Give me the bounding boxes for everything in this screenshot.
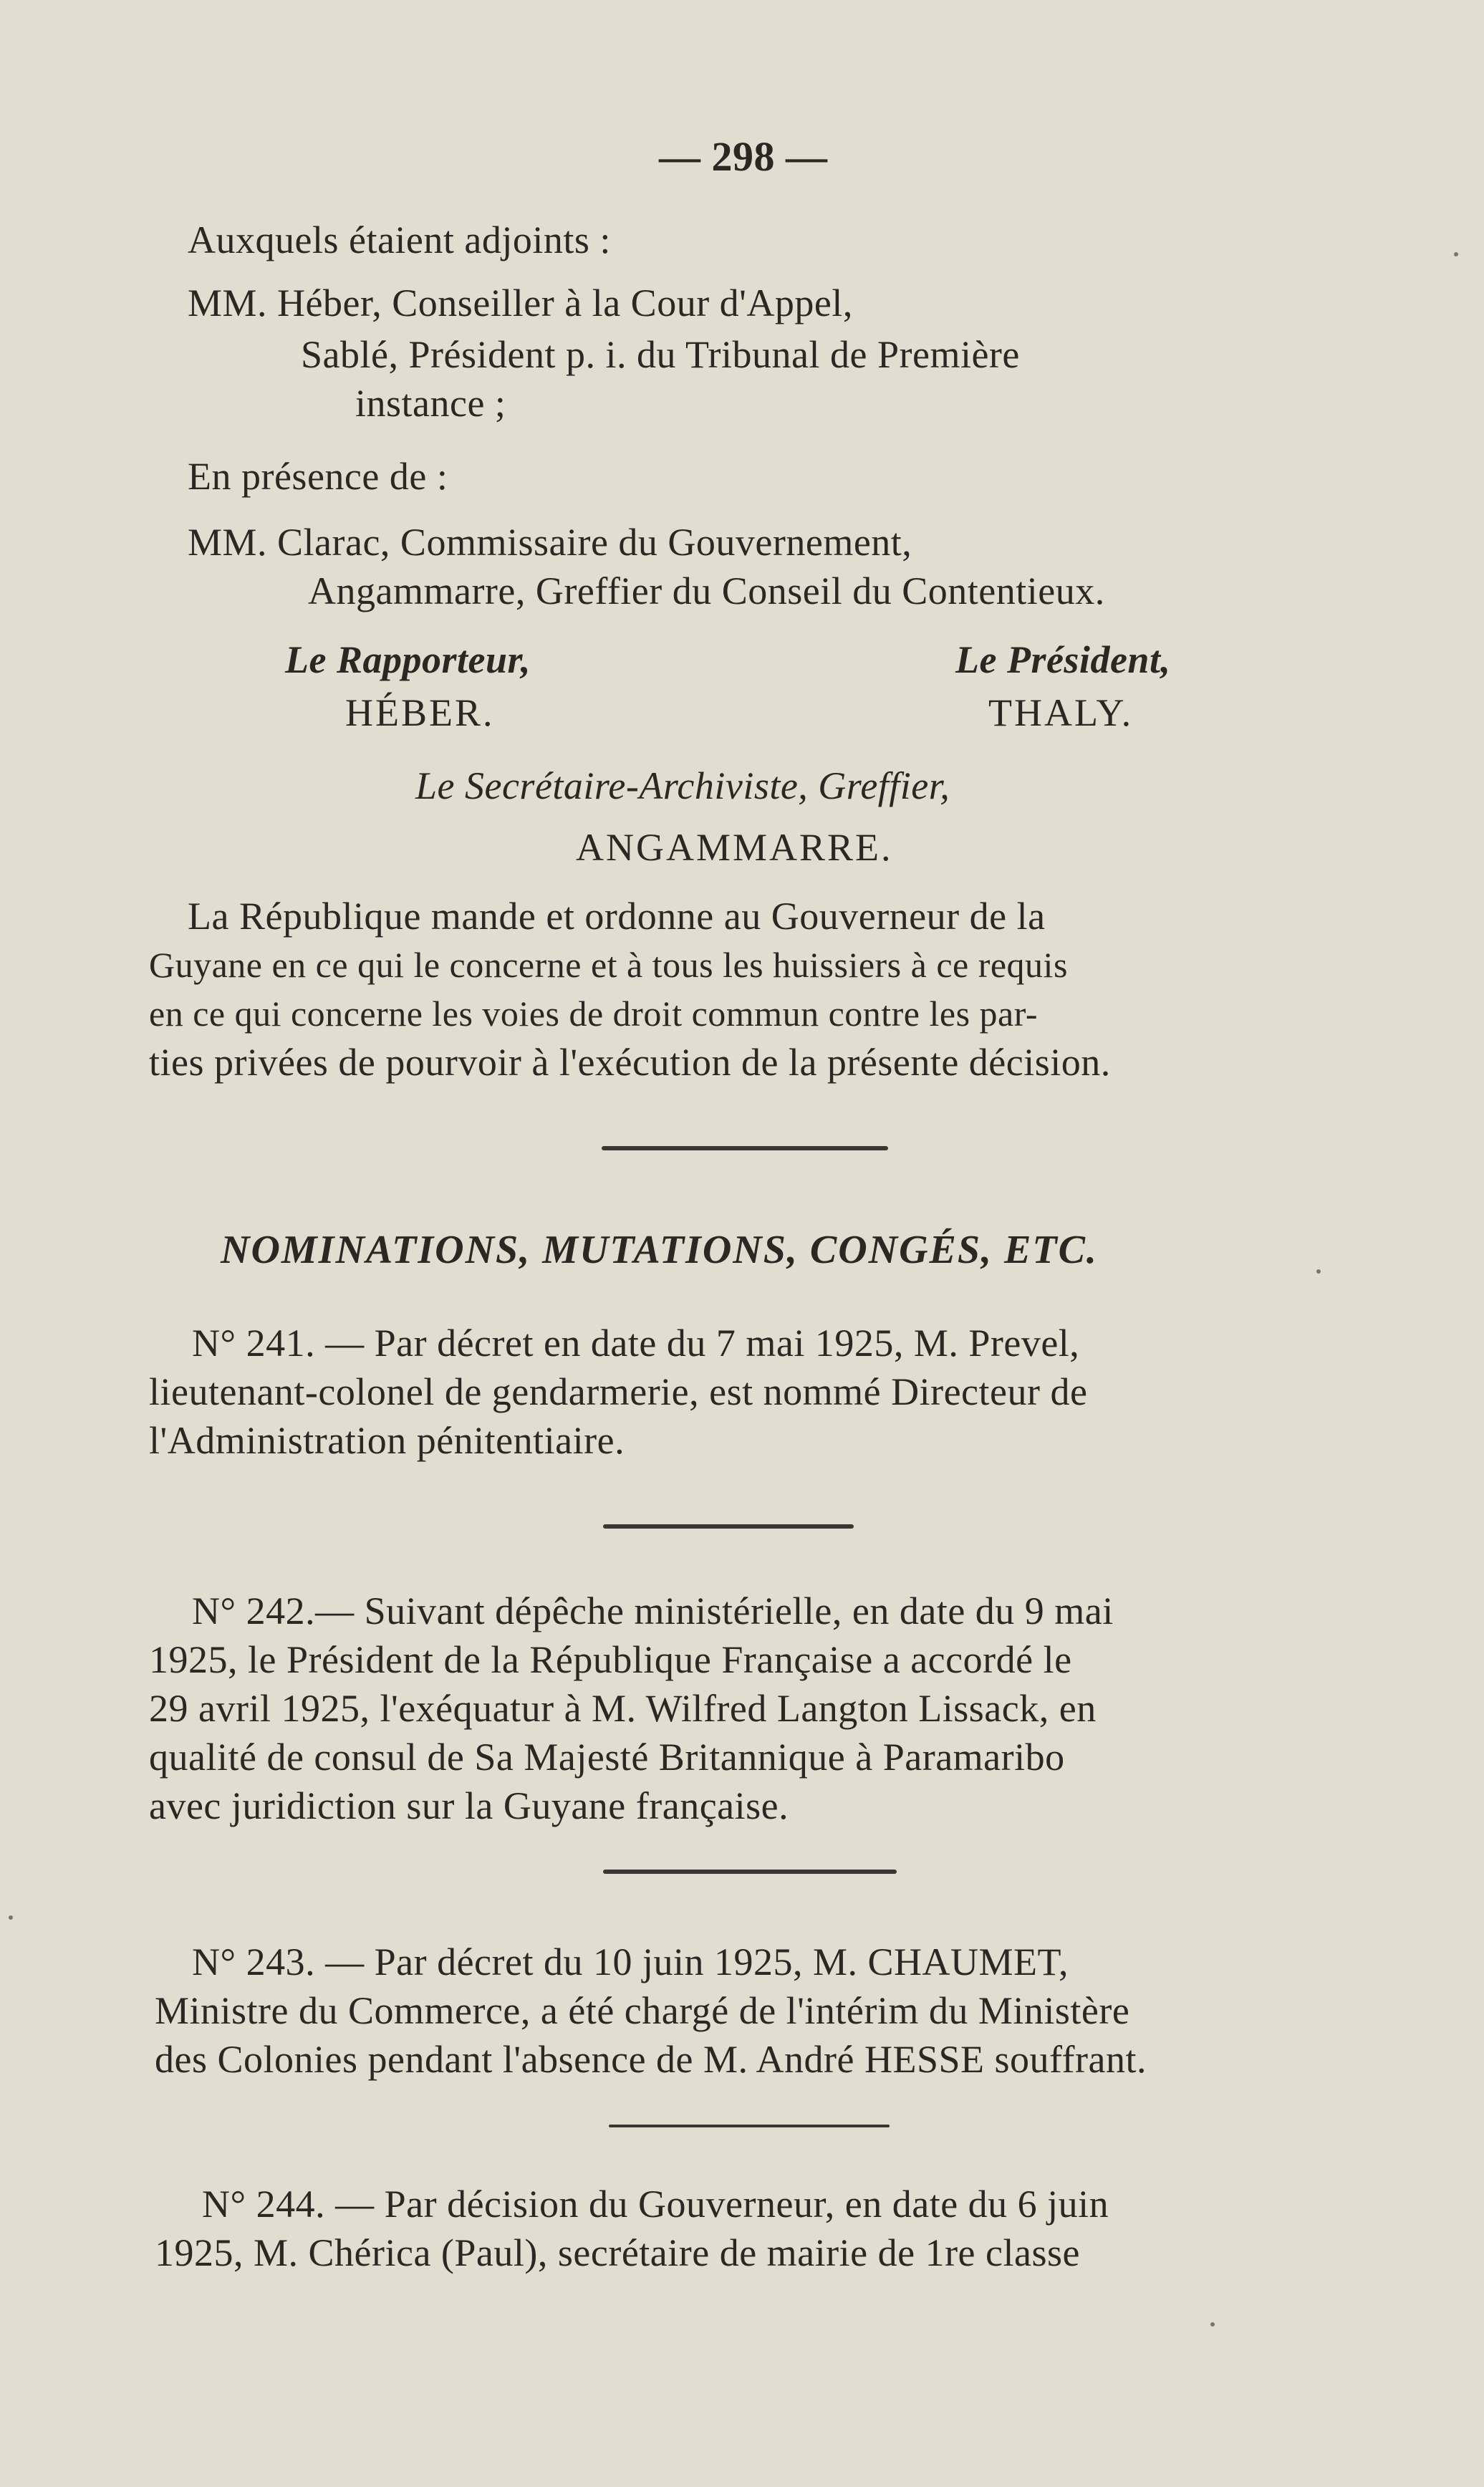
paper-speck — [1454, 252, 1458, 256]
presence-angammarre: Angammarre, Greffier du Conseil du Contentieux. — [308, 569, 1105, 612]
separator-rule — [603, 1870, 897, 1874]
entry-242-line-1: N° 242.— Suivant dépêche ministérielle, en date du 9 mai — [192, 1589, 1114, 1632]
entry-244-line-2: 1925, M. Chérica (Paul), secrétaire de mairie de 1re classe — [155, 2231, 1080, 2274]
secretaire-title: Le Secrétaire-Archiviste, Greffier, — [415, 764, 950, 807]
formule-line-4: ties privées de pourvoir à l'exécution de la présente décision. — [149, 1041, 1111, 1084]
entry-241-line-3: l'Administration pénitentiaire. — [149, 1419, 625, 1462]
paper-speck — [1210, 2322, 1215, 2327]
rapporteur-title: Le Rapporteur, — [285, 638, 531, 681]
formule-line-2: Guyane en ce qui le concerne et à tous les huissiers à ce requis — [149, 945, 1068, 985]
entry-241-line-1: N° 241. — Par décret en date du 7 mai 1925, M. Prevel, — [192, 1322, 1080, 1365]
presence-intro: En présence de : — [188, 455, 448, 498]
president-name: THALY. — [988, 691, 1134, 734]
adjoint-sable: Sablé, Président p. i. du Tribunal de Première — [301, 333, 1020, 376]
entry-243-line-2: Ministre du Commerce, a été chargé de l'intérim du Ministère — [155, 1989, 1130, 2032]
paper-speck — [1316, 1269, 1321, 1274]
entry-242-line-4: qualité de consul de Sa Majesté Britannique à Paramaribo — [149, 1736, 1065, 1779]
page-number: — 298 — — [659, 133, 828, 180]
entry-243-line-3: des Colonies pendant l'absence de M. André HESSE souffrant. — [155, 2038, 1147, 2081]
rapporteur-name: HÉBER. — [345, 691, 495, 734]
separator-rule — [609, 2125, 890, 2127]
paper-speck — [9, 1915, 13, 1920]
formule-line-1: La République mande et ordonne au Gouverneur de la — [188, 895, 1046, 938]
separator-rule — [603, 1524, 854, 1529]
secretaire-name: ANGAMMARRE. — [576, 826, 893, 869]
separator-rule — [602, 1146, 888, 1150]
adjoints-intro: Auxquels étaient adjoints : — [188, 218, 611, 261]
section-title: NOMINATIONS, MUTATIONS, CONGÉS, ETC. — [221, 1228, 1098, 1272]
presence-clarac: MM. Clarac, Commissaire du Gouvernement, — [188, 521, 912, 564]
adjoint-sable-cont: instance ; — [355, 382, 506, 425]
entry-242-line-3: 29 avril 1925, l'exéquatur à M. Wilfred Langton Lissack, en — [149, 1687, 1097, 1730]
entry-242-line-5: avec juridiction sur la Guyane française. — [149, 1784, 789, 1827]
adjoint-heber: MM. Héber, Conseiller à la Cour d'Appel, — [188, 282, 853, 324]
entry-243-line-1: N° 243. — Par décret du 10 juin 1925, M. CHAUMET, — [192, 1940, 1069, 1983]
entry-241-line-2: lieutenant-colonel de gendarmerie, est nommé Directeur de — [149, 1370, 1088, 1413]
entry-244-line-1: N° 244. — Par décision du Gouverneur, en date du 6 juin — [202, 2183, 1109, 2226]
formule-line-3: en ce qui concerne les voies de droit commun contre les par- — [149, 994, 1039, 1034]
president-title: Le Président, — [955, 638, 1171, 681]
entry-242-line-2: 1925, le Président de la République Française a accordé le — [149, 1638, 1072, 1681]
